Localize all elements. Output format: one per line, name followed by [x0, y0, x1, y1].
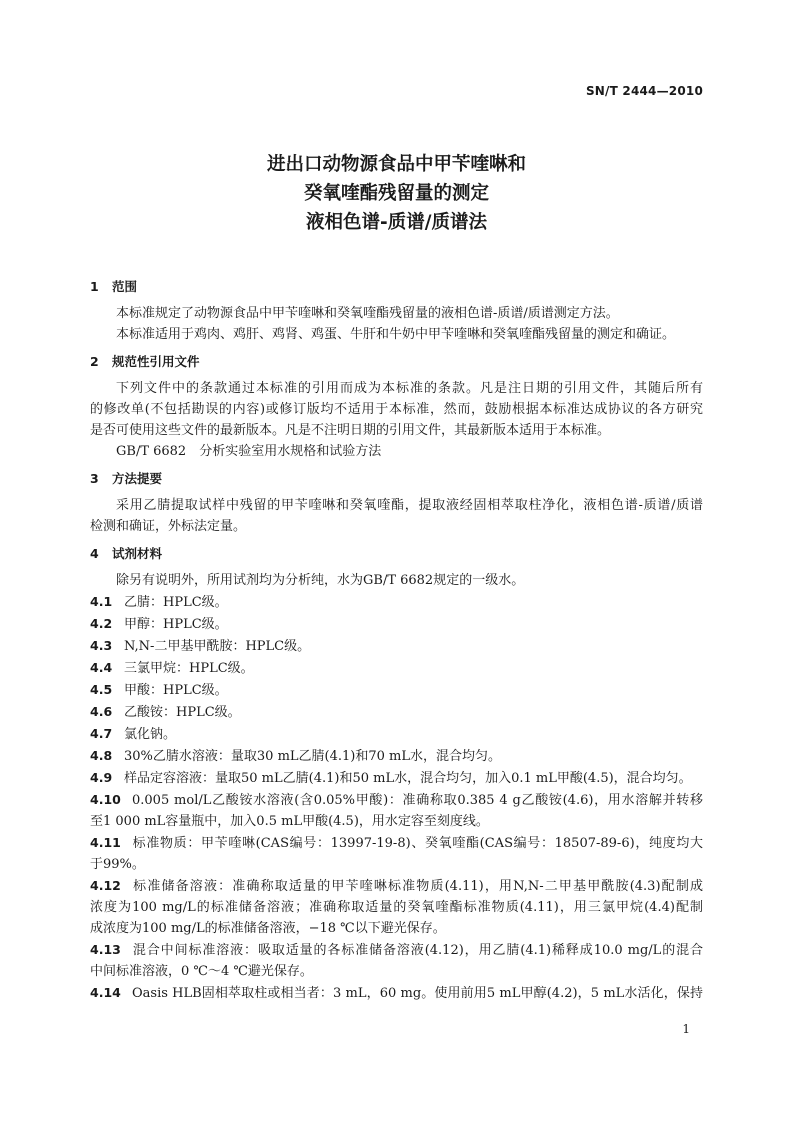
section-title: 方法提要 — [112, 471, 163, 486]
paragraph: 本标准规定了动物源食品中甲苄喹啉和癸氧喹酯残留量的液相色谱-质谱/质谱测定方法。 — [116, 306, 619, 321]
item-number: 4.10 — [90, 792, 121, 807]
reagent-item — [90, 723, 703, 745]
section-heading-method-summary — [90, 468, 703, 489]
item-text: 氯化钠。 — [124, 727, 177, 742]
reagent-item — [90, 635, 703, 657]
item-continuation: 至1 000 mL容量瓶中，加入0.5 mL甲酸(4.5)，用水定容至刻度线。 — [90, 814, 489, 829]
section-heading-scope — [90, 276, 703, 297]
reagent-item — [90, 832, 703, 854]
reagent-item — [90, 982, 703, 1004]
document-body — [90, 276, 703, 1004]
item-text: N,N-二甲基甲酰胺：HPLC级。 — [124, 639, 311, 654]
item-text: 乙腈：HPLC级。 — [124, 595, 228, 610]
reagent-item — [90, 767, 703, 789]
item-text: 甲醇：HPLC级。 — [124, 617, 228, 632]
page-number: 1 — [682, 1022, 690, 1036]
item-continuation: 浓度为100 mg/L的标准储备溶液；准确称取适量的癸氧喹酯标准物质(4.11)，用三氯甲烷(4.4)配制 — [90, 900, 703, 915]
item-text: 30%乙腈水溶液：量取30 mL乙腈(4.1)和70 mL水，混合均匀。 — [124, 749, 501, 764]
item-number: 4.14 — [90, 985, 121, 1000]
item-number: 4.3 — [90, 638, 113, 653]
paragraph-line: 的修改单(不包括勘误的内容)或修订版均不适用于本标准，然而，鼓励根据本标准达成协议的各方研究 — [90, 402, 703, 417]
item-number: 4.9 — [90, 770, 113, 785]
item-number: 4.12 — [90, 878, 121, 893]
item-number: 4.7 — [90, 726, 113, 741]
section-title: 规范性引用文件 — [112, 354, 200, 369]
item-continuation: 中间标准溶液，0 ℃～4 ℃避光保存。 — [90, 964, 313, 979]
section-title: 试剂材料 — [112, 546, 163, 561]
reagent-item — [90, 657, 703, 679]
paragraph-line: 检测和确证，外标法定量。 — [90, 519, 247, 534]
item-text: 0.005 mol/L乙酸铵水溶液(含0.05%甲酸)：准确称取0.385 4 g乙酸铵(4.6)，用水溶解并转移 — [132, 793, 703, 808]
paragraph: 本标准适用于鸡肉、鸡肝、鸡肾、鸡蛋、牛肝和牛奶中甲苄喹啉和癸氧喹酯残留量的测定和确证。 — [116, 327, 676, 342]
item-number: 4.1 — [90, 594, 113, 609]
item-number: 4.2 — [90, 616, 113, 631]
document-title — [0, 150, 793, 237]
item-text: 样品定容溶液：量取50 mL乙腈(4.1)和50 mL水，混合均匀，加入0.1 mL甲酸(4.5)，混合均匀。 — [124, 771, 692, 786]
item-text: 甲酸：HPLC级。 — [124, 683, 228, 698]
section-heading-normative-references — [90, 351, 703, 372]
item-text: 标准储备溶液：准确称取适量的甲苄喹啉标准物质(4.11)，用N,N-二甲基甲酰胺(4.3)配制成 — [132, 879, 703, 894]
section-heading-reagents — [90, 543, 703, 564]
paragraph: 除另有说明外，所用试剂均为分析纯，水为GB/T 6682规定的一级水。 — [116, 573, 525, 588]
item-continuation: 成浓度为100 mg/L的标准储备溶液，−18 ℃以下避光保存。 — [90, 921, 446, 936]
reagent-item — [90, 745, 703, 767]
reagent-item — [90, 679, 703, 701]
reagent-item — [90, 613, 703, 635]
item-number: 4.5 — [90, 682, 113, 697]
item-number: 4.8 — [90, 748, 113, 763]
item-number: 4.6 — [90, 704, 113, 719]
section-number: 3 — [90, 471, 99, 486]
item-number: 4.13 — [90, 942, 121, 957]
reagent-item — [90, 789, 703, 811]
standard-code: SN/T 2444—2010 — [585, 84, 703, 98]
reagent-item — [90, 875, 703, 897]
paragraph-line: 下列文件中的条款通过本标准的引用而成为本标准的条款。凡是注日期的引用文件，其随后所有 — [116, 381, 703, 396]
reference-entry: GB/T 6682 分析实验室用水规格和试验方法 — [116, 444, 382, 459]
section-number: 1 — [90, 279, 99, 294]
title-line-2: 癸氧喹酯残留量的测定 — [303, 183, 489, 204]
item-continuation: 于99%。 — [90, 857, 145, 872]
paragraph-line: 采用乙腈提取试样中残留的甲苄喹啉和癸氧喹酯，提取液经固相萃取柱净化，液相色谱-质谱/质谱 — [116, 498, 703, 513]
section-number: 4 — [90, 546, 99, 561]
paragraph-line: 是否可使用这些文件的最新版本。凡是不注明日期的引用文件，其最新版本适用于本标准。 — [90, 423, 611, 438]
item-number: 4.4 — [90, 660, 113, 675]
section-title: 范围 — [112, 279, 138, 294]
section-number: 2 — [90, 354, 99, 369]
item-text: Oasis HLB固相萃取柱或相当者：3 mL，60 mg。使用前用5 mL甲醇(4.2)，5 mL水活化，保持 — [132, 986, 703, 1001]
reagent-item — [90, 591, 703, 613]
item-text: 三氯甲烷：HPLC级。 — [124, 661, 254, 676]
title-line-3: 液相色谱-质谱/质谱法 — [306, 212, 487, 233]
title-line-1: 进出口动物源食品中甲苄喹啉和 — [266, 154, 526, 175]
reagent-item — [90, 939, 703, 961]
item-text: 混合中间标准溶液：吸取适量的各标准储备溶液(4.12)，用乙腈(4.1)稀释成10.0 mg/L的混合 — [132, 943, 703, 958]
item-text: 乙酸铵：HPLC级。 — [124, 705, 241, 720]
item-number: 4.11 — [90, 835, 121, 850]
reagent-item — [90, 701, 703, 723]
item-text: 标准物质：甲苄喹啉(CAS编号：13997-19-8)、癸氧喹酯(CAS编号：18507-89-6)，纯度均大 — [132, 836, 703, 851]
